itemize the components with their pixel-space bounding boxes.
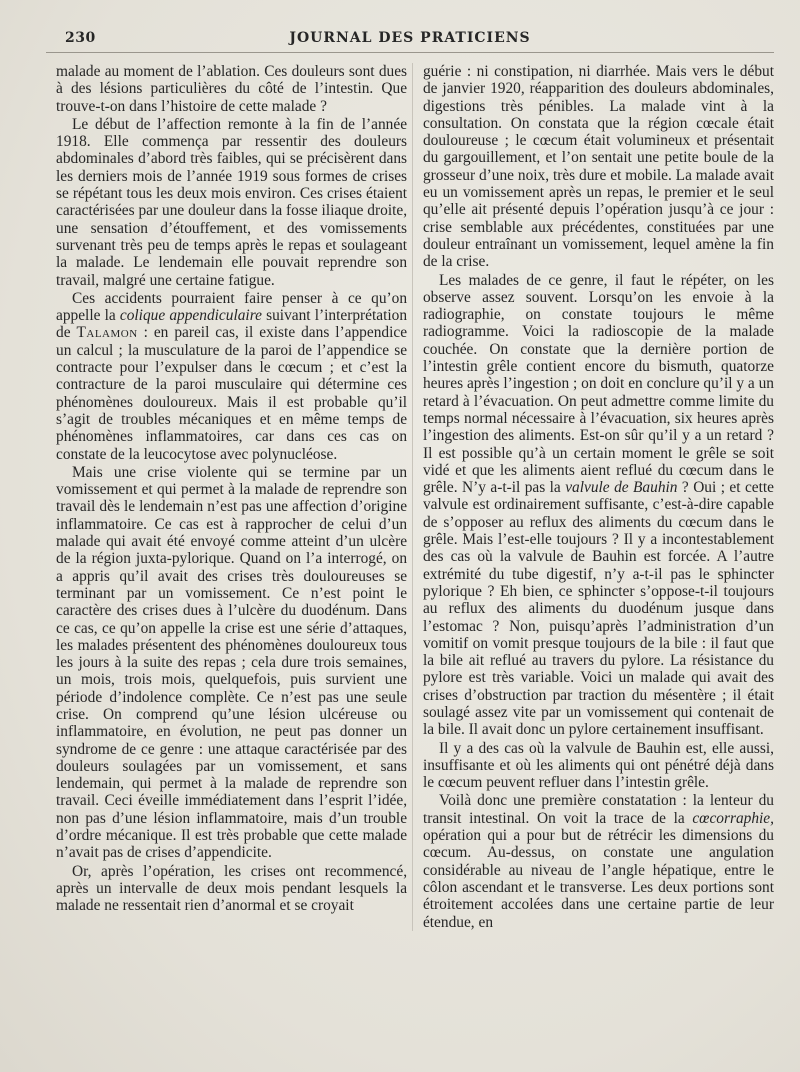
text-run: ? Oui ; et cette valvule est ordinairement suffisante, c’est-à-dire capable de s’opposer au reflux des aliments du cœcum dans le grêle. Mais l’est-elle toujours ? Il y a incontestablement des cas où la valvule de Bauhin est forcée. A l’autre extrémité du tube digestif, n’y a-t-il pas le sphincter pylorique ? Eh bien, ce sphincter s’oppose-t-il toujours au reflux des aliments du duodénum jusque dans l’estomac ? Non, puisqu’après l’administration d’un vomitif on vomit presque toujours de la bile : il faut que la bile ait reflué au travers du pylore. La résistance du pylore est très variable. Voici un malade qui avait des crises d’obstruction par traction du mésentère ; il était soulagé assez vite par un vomissement qui contenait de la bile. Il avait donc un pylore certainement insuffisant. (422, 479, 775, 739)
page-header (46, 24, 774, 53)
text-columns (46, 63, 774, 931)
paragraph: Mais une crise violente qui se termine par un vomissement et qui permet à la malade de reprendre son travail dès le lendemain n’est pas une affection d’origine inflammatoire. Ce cas est à rapprocher de celui d’un malade qui avait été envoyé comme atteint d’un ulcère de la région juxta-pylorique. Quand on l’a interrogé, on a appris qu’il avait des crises très douloureuses se terminant par un vomissement. Ce n’est point le caractère des crises dues à l’ulcère du duodénum. Dans ce cas, ce qu’on appelle la crise est une série d’attaques, les malades présentent des phénomènes douloureux tous les jours à la suite des repas ; cela dure trois semaines, un mois, trois mois, quelquefois, puis survient une période d’indolence complète. Ce n’est pas une seule crise. On comprend qu’une lésion ulcéreuse ou inflammatoire, en évolution, ne peut pas donner un syndrome de ce genre : une attaque caractérisée par des douleurs soulagées par un vomissement, et sans lendemain, qui permet à la malade de reprendre son travail. Ceci éveille immédiatement dans l’esprit l’idée, non pas d’une lésion inflammatoire, mais d’un trouble d’ordre mécanique. Il est très probable que cette malade n’avait pas de crises d’appendicite. (56, 463, 408, 862)
paragraph (56, 290, 407, 463)
text-run: opération qui a pour but de rétrécir les dimensions du cœcum. Au-dessus, on constate une angulation considérable au niveau de l’angle hépatique, entre le côlon ascendant et le transverse. Les deux portions sont étroitement accolées dans une certaine partie de leur étendue, en (422, 827, 774, 931)
running-title: JOURNAL DES PRATICIENS (289, 30, 531, 46)
paragraph: Le début de l’affection remonte à la fin de l’année 1918. Elle commença par ressentir des douleurs abdominales d’abord très faibles, qui se précisèrent dans les derniers mois de l’année 1919 sous formes de crises se répétant tous les deux mois environ. Ces crises étaient caractérisées par une douleur dans la fosse iliaque droite, une sensation d’étouffement, et des vomissements survenant très peu de temps après le repas et soulageant la malade. Le lendemain elle pouvait reprendre son travail, malgré une certaine fatigue. (56, 115, 408, 289)
emphasis-term: colique appendiculaire (119, 307, 262, 325)
text-run: : en pareil cas, il existe dans l’appendice un calcul ; la musculature de la paroi de l’appendice se contracte pour l’expulser dans le cœcum ; et c’est la contracture de la paroi musculaire qui détermine ces phénomènes douloureux. Mais il est probable qu’il s’agit de troubles mécaniques et en même temps de phénomènes inflammatoires, car dans ces cas on constate de la leucocytose avec polynucléose. (56, 324, 408, 463)
left-column (56, 63, 407, 931)
text-run: suivant l’interprétation de (56, 307, 408, 342)
text-run: Voilà donc une première constatation : la lenteur du transit intestinal. On voit la trace de la (422, 792, 774, 827)
paragraph: Or, après l’opération, les crises ont recommencé, après un intervalle de deux mois pendant lesquels la malade ne ressentait rien d’anormal et se croyait (56, 862, 408, 915)
paragraph (423, 272, 774, 739)
text-run: Ces accidents pourraient faire penser à ce qu’on appelle la (56, 289, 408, 325)
right-column (423, 63, 774, 931)
author-name: Talamon (76, 324, 138, 342)
column-divider (412, 63, 413, 931)
paragraph: Il y a des cas où la valvule de Bauhin est, elle aussi, insuffisante et où les aliments qui ont pénétré déjà dans le cœcum peuvent refluer dans l’intestin grêle. (422, 739, 774, 792)
column-gutter (407, 63, 419, 931)
emphasis-term: cœcorraphie, (692, 809, 774, 827)
text-run: Les malades de ce genre, il faut le répéter, on les observe assez souvent. Lorsqu’on les envoie à la radiographie, on constate toujours le même radiogramme. Voici la radioscopie de la malade couchée. On constate que la dernière portion de l’intestin grêle contient encore du bismuth, quatorze heures après l’ingestion ; on doit en conclure qu’il y a un retard à l’évacuation. On peut admettre comme limite du temps normal nécessaire à l’évacuation, six heures après l’ingestion des aliments. Est-on sûr qu’il y a un retard ? Il est possible qu’à un certain moment le grêle se soit vidé et que les aliments aient reflué du cœcum dans le grêle. N’y a-t-il pas la (422, 271, 774, 497)
paragraph (423, 792, 774, 930)
emphasis-term: valvule de Bauhin (565, 479, 678, 497)
paragraph: guérie : ni constipation, ni diarrhée. Mais vers le début de janvier 1920, réapparition des douleurs abdominales, digestions très pénibles. La malade vint à la consultation. On constata que la région cœcale était douloureuse ; le cœcum était volumineux et présentait du gargouillement, et l’on sentait une petite boule de la grosseur d’une noix, très dure et mobile. La malade avait eu un vomissement après un repas, le premier et le seul qu’elle ait présenté depuis l’opération jusqu’à ce jour : crise semblable aux précédentes, constituées par une douleur entraînant un vomissement, lequel amène la fin de la crise. (422, 63, 774, 271)
page-number: 230 (65, 30, 96, 46)
paragraph: malade au moment de l’ablation. Ces douleurs sont dues à des lésions particulières du côté de l’intestin. Que trouve-t-on dans l’histoire de cette malade ? (56, 63, 408, 115)
